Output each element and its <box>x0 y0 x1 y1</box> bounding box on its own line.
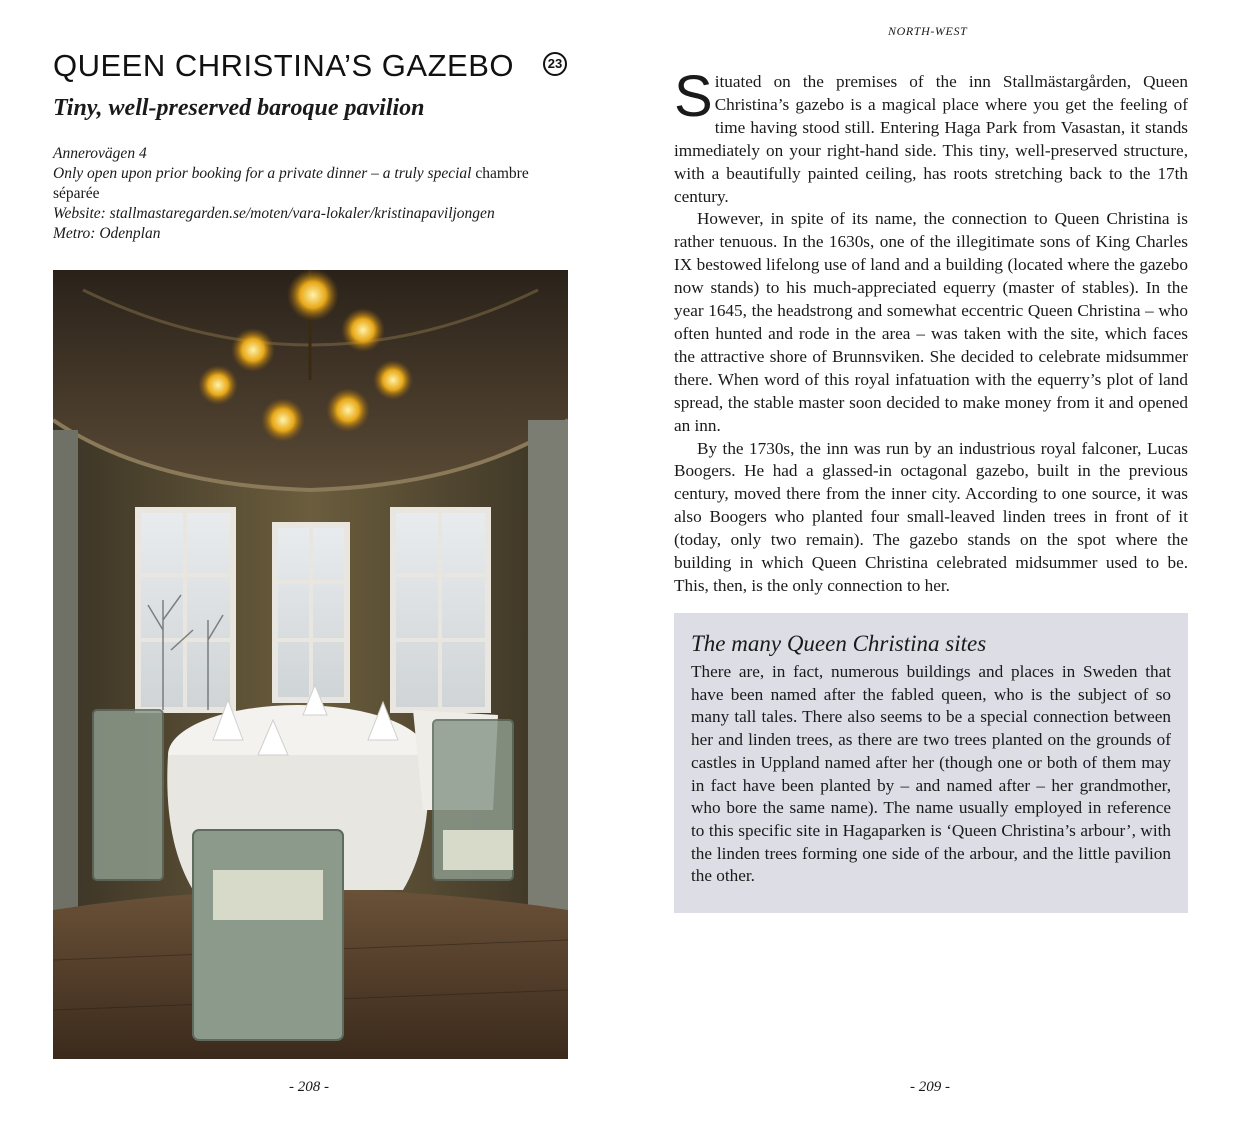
left-page <box>0 0 620 1123</box>
page-number-right: - 209 - <box>910 1079 950 1095</box>
running-head: NORTH-WEST <box>888 24 968 38</box>
paragraph-2: However, in spite of its name, the connection to Queen Christina is rather tenuous. In the 1630s, one of the illegitimate sons of King Charles IX bestowed lifelong use of land and a building (located where the gazebo now stands) to his much-appreciated equerry (master of stables). In the year 1645, the headstrong and somewhat eccentric Queen Christina – who often hunted and rode in the area – was taken with the site, which faces the attractive shore of Brunnsviken. She decided to celebrate midsummer there. When word of this royal infatuation with the equerry’s plot of land spread, the stable master soon decided to make money from it and opened an inn. <box>674 209 1188 435</box>
sidebar-box <box>674 613 1188 913</box>
article-body <box>674 64 1188 598</box>
address: Annerovägen 4 <box>53 145 147 162</box>
right-page <box>620 0 1241 1123</box>
entry-title: QUEEN CHRISTINA’S GAZEBO <box>53 48 514 83</box>
paragraph-1 <box>674 64 1188 208</box>
paragraph-3: By the 1730s, the inn was run by an industrious royal falconer, Lucas Boogers. He had a glassed-in octagonal gazebo, built in the previous century, moved there from the inner city. According to one source, it was also Boogers who planted four small-leaved linden trees in front of it (today, only two remain). The gazebo stands on the spot where the building in which Queen Christina celebrated midsummer used to be. This, then, is the only connection to her. <box>674 438 1188 595</box>
practical-info <box>53 144 558 244</box>
opening-info-italic: Only open upon prior booking for a private dinner – a truly special <box>53 165 472 182</box>
sidebar-title: The many Queen Christina sites <box>691 631 987 656</box>
sidebar-text: There are, in fact, numerous buildings and places in Sweden that have been named after the fabled queen, who is the subject of so many tall tales. There also seems to be a special connection between her and linden trees, as there are two trees planted on the grounds of castles in Uppland named after her (though one or both of them may in fact have been planted by – and named after – her grandmother, who bore the same name). The name usually employed in reference to this specific site in Hagaparken is ‘Queen Christina’s arbour’, with the linden trees forming one side of the arbour, and the little pavilion the other. <box>691 662 1171 886</box>
website-link[interactable]: Website: stallmastaregarden.se/moten/vara-lokaler/kristinapaviljongen <box>53 205 495 222</box>
opening-info <box>53 164 558 204</box>
paragraph-1-text: ituated on the premises of the inn Stallmästargården, Queen Christina’s gazebo is a magical place where you get the feeling of time having stood still. Entering Haga Park from Vasastan, it stands immediately on your right-hand side. This tiny, well-preserved structure, with a beautifully painted ceiling, has roots stretching back to the 17th century. <box>674 72 1188 206</box>
metro-info: Metro: Odenplan <box>53 225 161 242</box>
drop-cap: S <box>674 64 713 129</box>
opening-info-upright: chambre séparée <box>53 165 529 202</box>
dining-room-photo <box>53 270 568 1059</box>
entry-number-badge: 23 <box>543 52 567 76</box>
entry-subtitle: Tiny, well-preserved baroque pavilion <box>53 95 425 121</box>
page-number-left: - 208 - <box>289 1079 329 1095</box>
